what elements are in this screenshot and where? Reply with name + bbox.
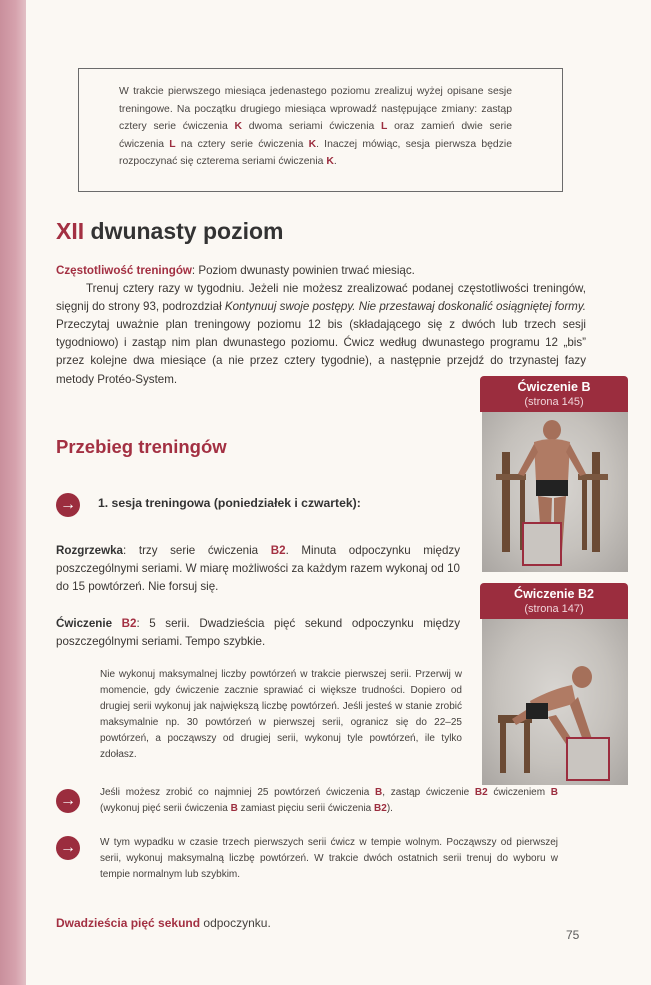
exercise-b2-label: [480, 583, 628, 619]
subsection-reference: Kontynuuj swoje postępy. Nie przestawaj doskonalić osiągniętej formy.: [224, 300, 586, 314]
exercise-b2-photo: [482, 619, 628, 785]
exercise-b-photo: [482, 412, 628, 572]
exercise-b-title: Ćwiczenie B: [517, 380, 591, 394]
level-numeral: XII: [56, 218, 85, 244]
level-title-text: dwunasty poziom: [90, 218, 284, 244]
exercise-paragraph: [56, 615, 460, 651]
note-paragraph: [100, 785, 558, 817]
exercise-ref: B: [230, 803, 238, 814]
arrow-right-circle-icon: →: [56, 493, 80, 517]
arrow-right-circle-icon: →: [56, 789, 80, 813]
exercise-ref: K: [326, 156, 334, 167]
frequency-text: Przeczytaj uważnie plan treningowy poziomu 12 bis (składającego się z dwóch lub trzech sesji tygodniowo) i zastąp nim plan dwunastego poziomu. Ćwicz według dwunastego programu 12 „bis” przez kolejne dwa miesiące (a nie przez cztery tygodnie), a następnie przejdź do trzynastej fazy metody Protéo-System.: [56, 318, 586, 386]
arrow-right-circle-icon: →: [56, 836, 80, 860]
note-text: zamiast pięciu serii ćwiczenia: [237, 803, 375, 814]
page-spine: [0, 0, 26, 985]
frequency-text: : Poziom dwunasty powinien trwać miesiąc.: [191, 264, 415, 277]
exercise-ref: L: [169, 138, 176, 150]
page-number: 75: [566, 928, 580, 942]
exercise-ref: B: [375, 787, 383, 798]
exercise-text: : 5 serii. Dwadzieścia pięć sekund odpoczynku między poszczególnymi seriami. Tempo szybkie.: [56, 617, 460, 649]
intro-text: W trakcie pierwszego miesiąca jedenastego poziomu zrealizuj wyżej opisane sesje treningowe. Na początku drugiego miesiąca wprowadź następujące zmiany: zastąp cztery serie ćwiczenia: [119, 86, 512, 132]
note-text: , zastąp ćwiczenie: [382, 787, 475, 798]
intro-box: [78, 68, 563, 192]
exercise-b-label: [480, 376, 628, 412]
note-text: (wykonuj pięć serii ćwiczenia: [100, 803, 231, 814]
warmup-label: Rozgrzewka: [56, 544, 124, 557]
exercise-b2-inset: [566, 737, 610, 781]
exercise-ref: B: [550, 787, 558, 798]
rest-text: odpoczynku.: [200, 916, 271, 930]
note-text: ćwiczeniem: [487, 787, 551, 798]
exercise-ref: B2: [121, 617, 137, 630]
intro-text: na cztery serie ćwiczenia: [175, 138, 309, 150]
note-text: ).: [386, 803, 393, 814]
note-paragraph: Nie wykonuj maksymalnej liczby powtórzeń w trakcie pierwszej serii. Przerwij w momencie, gdy ćwiczenie zacznie sprawiać ci większe trudności. Dopiero od drugiej serii wykonuj jak największą liczbę powtórzeń. Jeśli jesteś w stanie zrobić maksymalnie np. 30 powtórzeń w pierwszej serii, ogranicz się do 22–25 powtórzeń, a począwszy od drugiej serii, wykonuj tyle powtórzeń, ile tylko zdołasz.: [100, 669, 462, 760]
rest-line: [56, 916, 271, 930]
level-title: [56, 218, 283, 245]
note-text: Jeśli możesz zrobić co najmniej 25 powtórzeń ćwiczenia: [100, 787, 376, 798]
exercise-b2-title: Ćwiczenie B2: [514, 587, 594, 601]
exercise-ref: B2: [474, 787, 488, 798]
exercise-b-inset: [522, 522, 562, 566]
intro-text: oraz zamień dwie serie ćwiczenia: [119, 121, 512, 150]
warmup-text: : trzy serie ćwiczenia: [123, 544, 271, 557]
exercise-ref: K: [308, 138, 317, 150]
exercise-label: Ćwiczenie: [56, 617, 122, 630]
exercise-ref: B2: [270, 544, 286, 557]
exercise-b2-page: (strona 147): [524, 603, 584, 615]
exercise-ref: L: [381, 121, 388, 132]
intro-text: dwoma seriami ćwiczenia: [242, 121, 382, 132]
frequency-label: Częstotliwość treningów: [56, 264, 192, 277]
exercise-ref: K: [234, 121, 243, 132]
exercise-ref: B2: [374, 803, 387, 814]
exercise-b-page: (strona 145): [524, 396, 584, 408]
rest-label: Dwadzieścia pięć sekund: [56, 916, 201, 930]
note-paragraph: W tym wypadku w czasie trzech pierwszych serii ćwicz w tempie wolnym. Począwszy od pierwszej serii, wykonuj maksymalną liczbę powtórzeń. W trakcie dwóch ostatnich serii trenuj do wyboru w tempie normalnym lub szybkim.: [100, 837, 558, 880]
section-title: Przebieg treningów: [56, 436, 227, 457]
intro-text: . Inaczej mówiąc, sesja pierwsza będzie rozpoczynać się czterema seriami ćwiczenia: [119, 138, 512, 167]
session-title: 1. sesja treningowa (poniedziałek i czwartek):: [98, 496, 361, 510]
warmup-text: . Minuta odpoczynku między poszczególnymi seriami. W miarę możliwości za każdym razem wykonaj od 10 do 15 powtórzeń. Nie forsuj się.: [56, 544, 461, 594]
warmup-paragraph: [56, 542, 460, 596]
intro-text: .: [333, 156, 337, 167]
frequency-paragraph: [56, 262, 586, 389]
frequency-text: Trenuj cztery razy w tygodniu. Jeżeli nie możesz zrealizować podanej częstotliwości treningów, sięgnij do strony 93, podrozdział: [56, 282, 586, 314]
